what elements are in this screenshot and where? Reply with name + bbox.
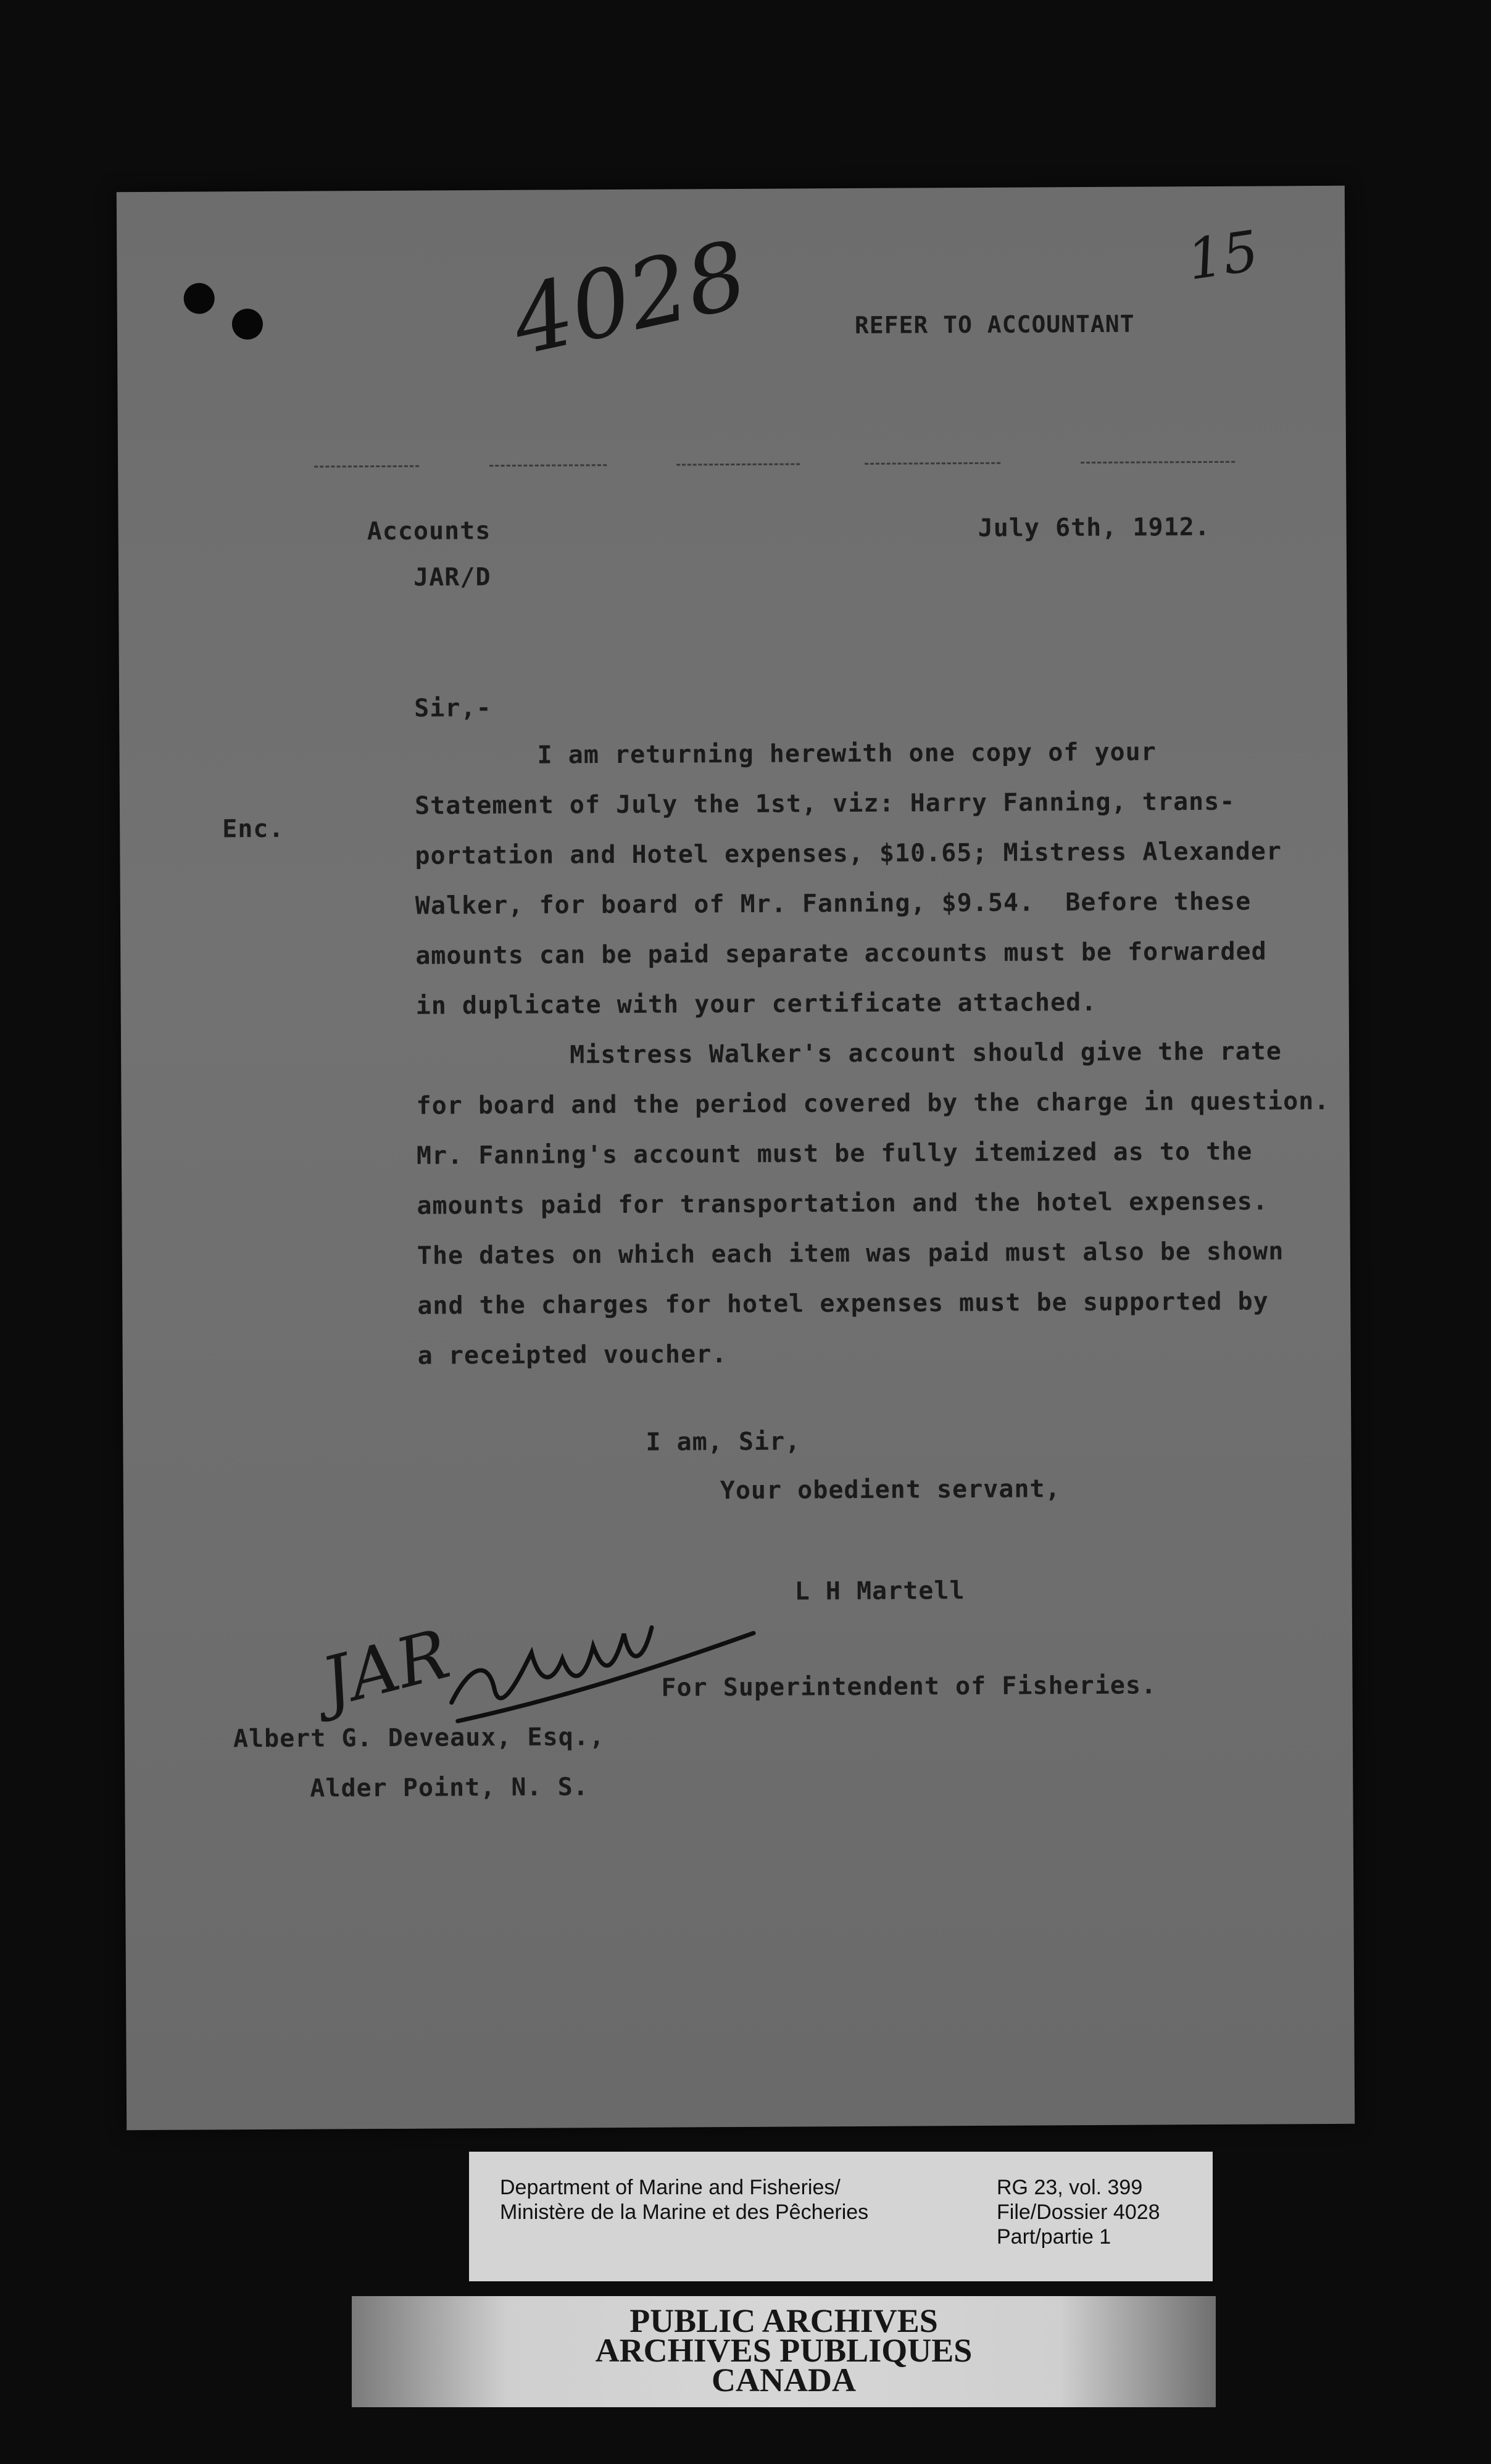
recipient-address: Alder Point, N. S. [310, 1773, 589, 1803]
department-english: Department of Marine and Fisheries/ [500, 2176, 841, 2199]
department-line: Accounts [367, 517, 491, 546]
body-line: a receipted voucher. [417, 1340, 728, 1370]
salutation: Sir,- [414, 694, 492, 723]
body-line: The dates on which each item was paid must also be shown [417, 1237, 1284, 1270]
body-line: Mistress Walker's account should give the rate [570, 1037, 1282, 1070]
body-line: amounts paid for transportation and the hotel expenses. [417, 1187, 1269, 1220]
handwritten-initials: JAR [314, 1614, 457, 1723]
handwritten-signature [445, 1609, 779, 1734]
body-line: in duplicate with your certificate attached. [415, 988, 1097, 1020]
letter-page [117, 186, 1355, 2130]
reference-line: JAR/D [413, 563, 491, 592]
recipient-name: Albert G. Deveaux, Esq., [233, 1723, 605, 1754]
body-line: amounts can be paid separate accounts must be forwarded [415, 937, 1267, 970]
body-line: for board and the period covered by the charge in question. [416, 1086, 1330, 1120]
stamp-line: PUBLIC ARCHIVES [629, 2302, 938, 2339]
file-number: File/Dossier 4028 [997, 2200, 1160, 2224]
punch-hole [232, 309, 263, 339]
body-line: I am returning herewith one copy of your [537, 738, 1157, 770]
body-line: Statement of July the 1st, viz: Harry Fanning, trans- [414, 787, 1236, 820]
divider [314, 465, 419, 468]
punch-hole [184, 283, 215, 314]
signatory-name: L H Martell [794, 1576, 965, 1606]
stamp-line: CANADA [712, 2362, 856, 2399]
archive-reference-label [469, 2152, 1213, 2281]
stamp-line: ARCHIVES PUBLIQUES [595, 2332, 973, 2369]
handwritten-file-number: 4028 [503, 221, 757, 377]
body-line: portation and Hotel expenses, $10.65; Mistress Alexander [415, 837, 1282, 870]
body-line: Mr. Fanning's account must be fully itemized as to the [416, 1137, 1253, 1170]
department-french: Ministère de la Marine et des Pêcheries [500, 2200, 869, 2224]
closing-line: Your obedient servant, [720, 1475, 1061, 1505]
refer-stamp: REFER TO ACCOUNTANT [854, 310, 1135, 339]
archive-stamp [352, 2296, 1216, 2407]
divider [489, 464, 607, 467]
divider [1081, 461, 1235, 464]
body-line: Walker, for board of Mr. Fanning, $9.54. Before these [415, 887, 1252, 920]
record-group: RG 23, vol. 399 [997, 2176, 1143, 2199]
divider [865, 462, 1000, 465]
handwritten-page-number: 15 [1183, 219, 1263, 293]
closing-line: I am, Sir, [646, 1427, 801, 1457]
body-line: and the charges for hotel expenses must be supported by [417, 1287, 1269, 1320]
signatory-title: For Superintendent of Fisheries. [661, 1671, 1157, 1702]
enclosure-note: Enc. [222, 814, 284, 844]
divider [676, 463, 800, 465]
letter-date: July 6th, 1912. [978, 512, 1211, 543]
part-number: Part/partie 1 [997, 2225, 1111, 2249]
